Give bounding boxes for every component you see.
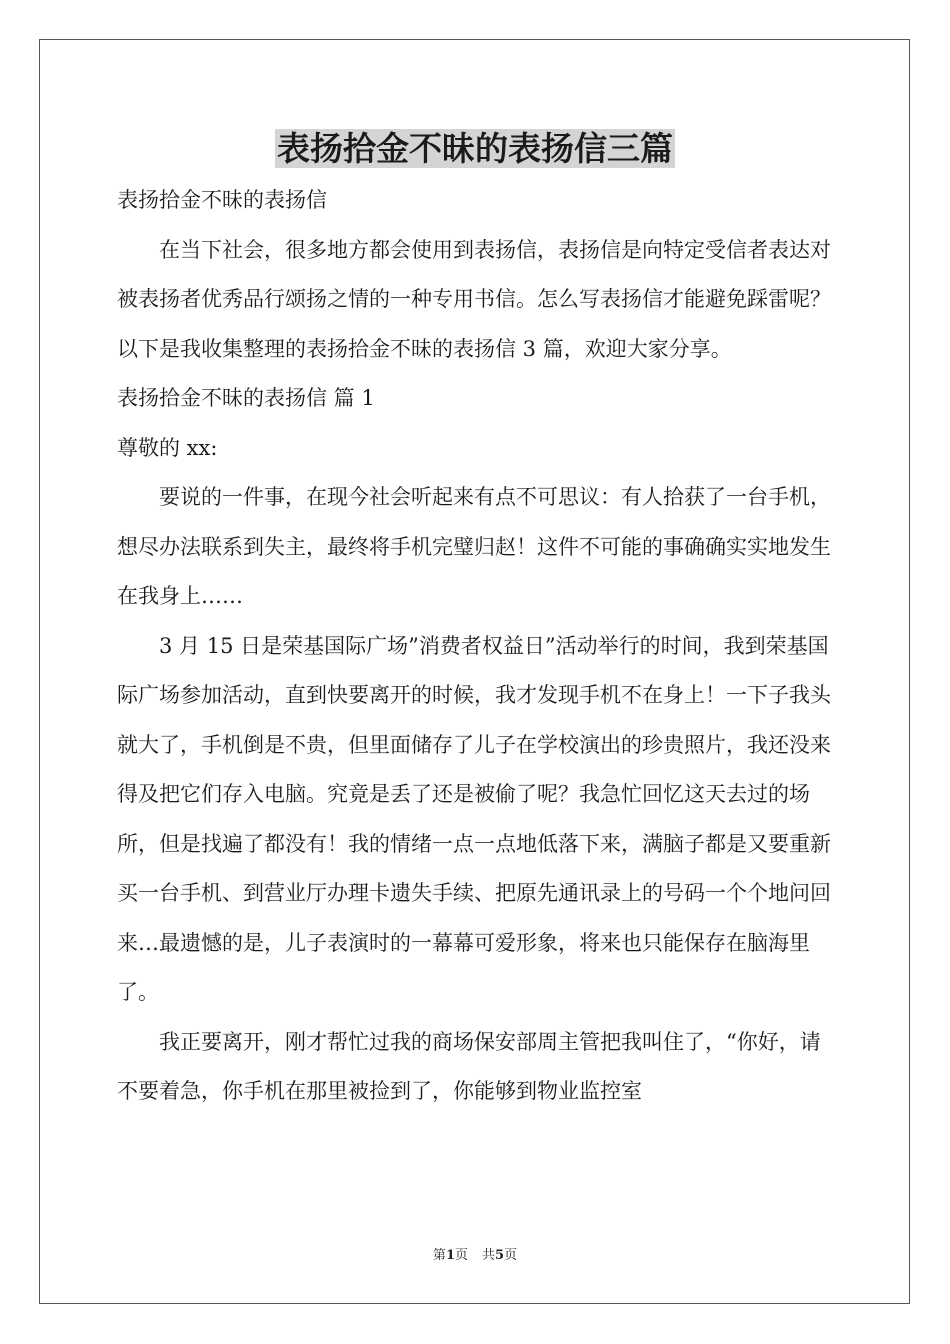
page-suffix: 页	[454, 1248, 468, 1263]
body-paragraph: 我正要离开，刚才帮忙过我的商场保安部周主管把我叫住了，“你好，请不要着急，你手机在那里被捡到了，你能够到物业监控室	[117, 1029, 821, 1103]
document-title-text: 表扬拾金不昧的表扬信三篇	[277, 129, 673, 168]
total-pages-number: 5	[495, 1248, 505, 1263]
page-footer	[0, 1247, 950, 1265]
page-prefix: 第	[432, 1248, 446, 1263]
letter-heading: 表扬拾金不昧的表扬信 篇 1	[117, 386, 375, 410]
document-body	[117, 176, 835, 1117]
document-title	[0, 126, 950, 172]
body-paragraph: 3 月 15 日是荣基国际广场”消费者权益日”活动举行的时间，我到荣基国际广场参加活动，直到快要离开的时候，我才发现手机不在身上！一下子我头就大了，手机倒是不贵，但里面储存了儿子在学校演出的珍贵照片，我还没来得及把它们存入电脑。究竟是丢了还是被偷了呢？我急忙回忆这天去过的场所，但是找遍了都没有！我的情绪一点一点地低落下来，满脑子都是又要重新买一台手机、到营业厅办理卡遗失手续、把原先通讯录上的号码一个个地问回来…最遗憾的是，儿子表演时的一幕幕可爱形象，将来也只能保存在脑海里了。	[117, 633, 831, 1004]
body-paragraph: 要说的一件事，在现今社会听起来有点不可思议：有人拾获了一台手机，想尽办法联系到失主，最终将手机完璧归赵！这件不可能的事确确实实地发生在我身上……	[117, 485, 831, 608]
total-prefix: 共	[482, 1248, 496, 1263]
intro-paragraph: 在当下社会，很多地方都会使用到表扬信，表扬信是向特定受信者表达对被表扬者优秀品行颂扬之情的一种专用书信。怎么写表扬信才能避免踩雷呢？以下是我收集整理的表扬拾金不昧的表扬信 3 篇，欢迎大家分享。	[117, 237, 831, 361]
section-heading: 表扬拾金不昧的表扬信	[117, 188, 327, 212]
total-suffix: 页	[504, 1248, 518, 1263]
salutation: 尊敬的 xx:	[117, 435, 218, 460]
current-page-number: 1	[445, 1248, 455, 1263]
